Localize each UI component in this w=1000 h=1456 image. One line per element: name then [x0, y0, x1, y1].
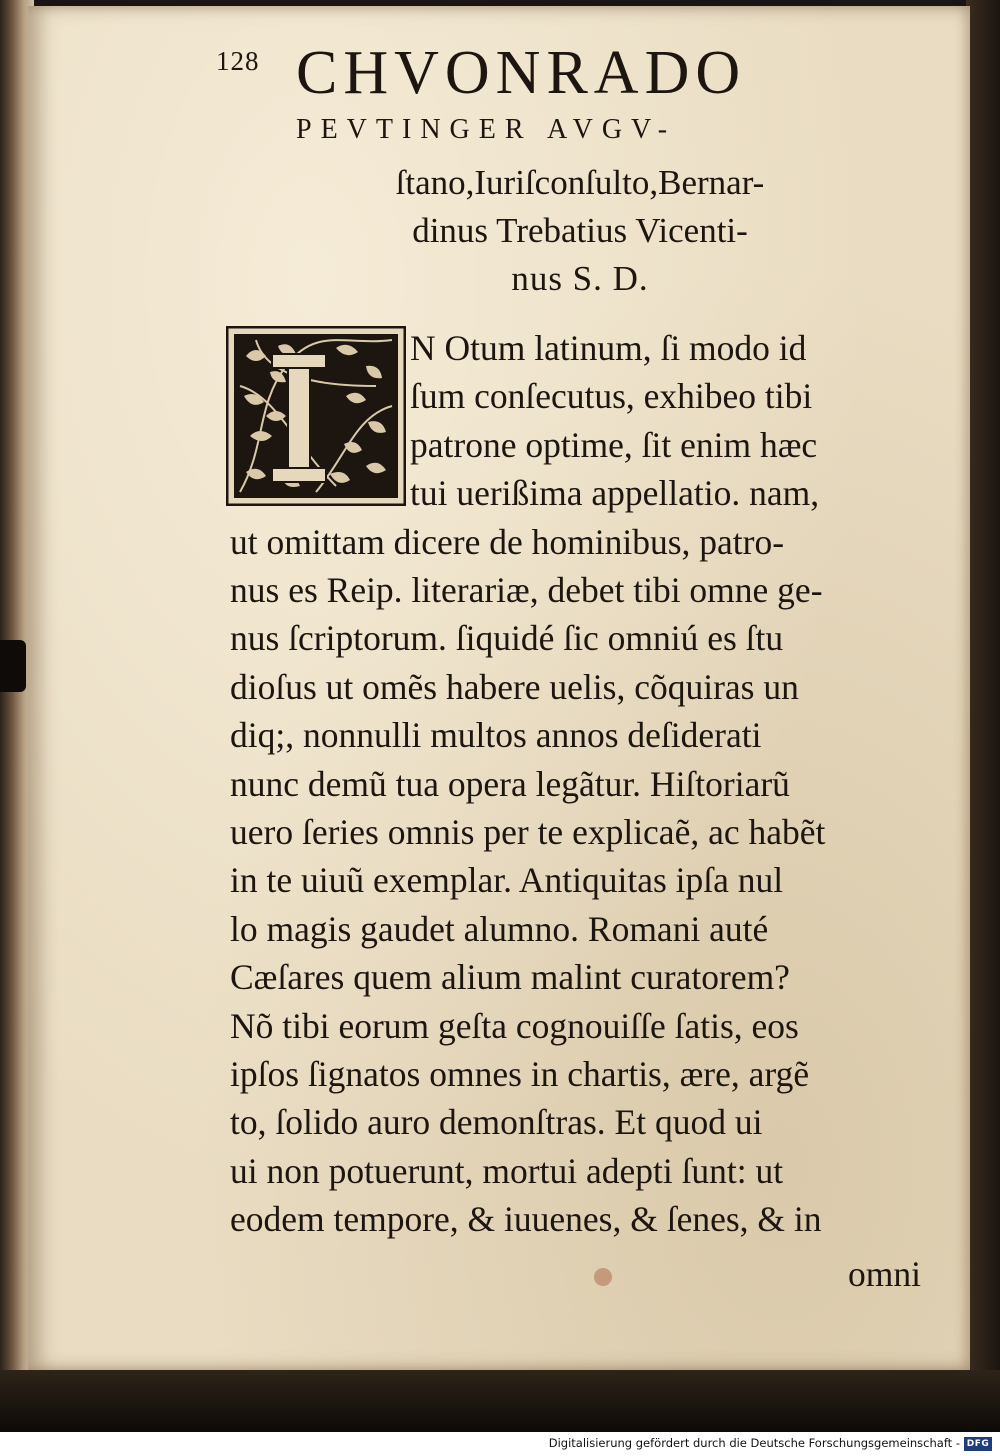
decorated-initial-i	[226, 326, 406, 506]
heading-line-2: PEVTINGER AVGV-	[296, 114, 677, 145]
body-line: ſum conſecutus, exhibeo tibi	[410, 376, 813, 417]
book-bottom-edge	[0, 1370, 1000, 1432]
body-line: to, ſolido auro demonſtras. Et quod ui	[230, 1102, 763, 1143]
book-right-edge	[966, 0, 1000, 1400]
body-line: nus ſcriptorum. ſiquidé ſic omniú es ſtu	[230, 618, 784, 659]
footer-credit: Digitalisierung gefördert durch die Deutsche Forschungsgemeinschaft -	[548, 1436, 960, 1450]
body-line: patrone optime, ſit enim hæc	[410, 424, 818, 465]
body-line: eodem tempore, & iuuenes, & ſenes, & in	[230, 1199, 822, 1240]
body-line: dioſus ut omẽs habere uelis, cõquiras un	[230, 666, 799, 707]
body-line: in te uiuũ exemplar. Antiquitas ipſa nul	[230, 860, 784, 901]
heading-line-3: ſtano,Iuriſconſulto,Bernar-	[395, 163, 765, 202]
body-line: Cæſares quem alium malint curatorem?	[230, 957, 790, 998]
paper-stain	[594, 1268, 612, 1286]
body-line: ui non potuerunt, mortui adepti ſunt: ut	[230, 1150, 784, 1191]
body-line: nus es Reip. literariæ, debet tibi omne ge-	[230, 570, 823, 610]
page-number: 128	[216, 46, 260, 76]
heading-line-1: CHVONRADO	[296, 39, 747, 107]
floral-initial-icon	[226, 326, 406, 506]
body-line: lo magis gaudet alumno. Romani auté	[230, 908, 769, 949]
catchword: omni	[848, 1254, 921, 1294]
body-line: Nõ tibi eorum geſta cognouiſſe ſatis, eos	[230, 1005, 799, 1046]
body-line: diq;, nonnulli multos annos deſiderati	[230, 715, 762, 756]
body-line: N Otum latinum, ſi modo id	[410, 328, 807, 368]
heading-line-5: nus S. D.	[511, 259, 649, 298]
body-line: uero ſeries omnis per te explicaẽ, ac habẽt	[230, 812, 826, 852]
body-line: ipſos ſignatos omnes in chartis, ære, argẽ	[230, 1054, 810, 1094]
heading-line-4: dinus Trebatius Vicenti-	[412, 211, 748, 250]
dfg-logo: DFG	[964, 1437, 992, 1451]
body-line: tui uerißima appellatio. nam,	[410, 473, 820, 514]
binding-clasp	[0, 640, 26, 692]
body-line: nunc demũ tua opera legãtur. Hiſtoriarũ	[230, 763, 790, 804]
body-line: ut omittam dicere de hominibus, patro-	[230, 521, 785, 562]
